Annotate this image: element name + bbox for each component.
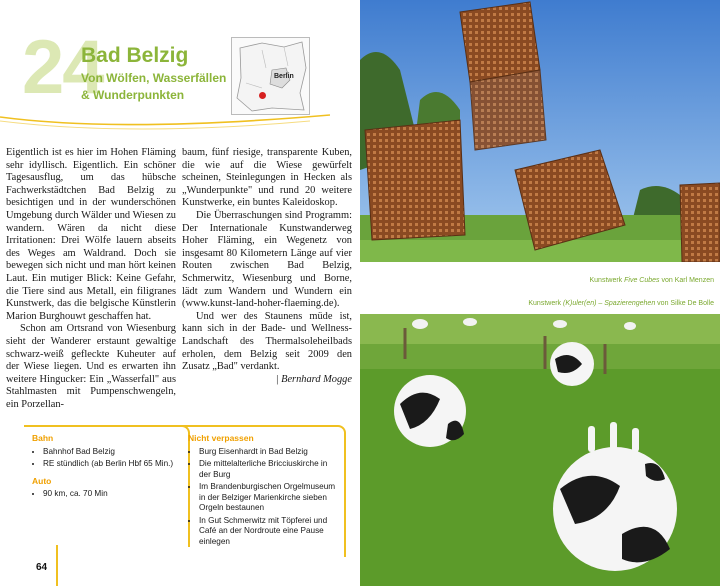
caption-artwork-title: Five Cubes — [624, 277, 660, 284]
caption-text: von Silke De Bolle — [655, 300, 714, 307]
list-item: • Bahnhof Bad Belzig — [43, 447, 180, 458]
right-page — [360, 0, 720, 586]
list-item: • 90 km, ca. 70 Min — [43, 489, 180, 500]
footer-rule — [56, 545, 58, 586]
photo-five-cubes — [360, 0, 720, 273]
location-map — [231, 37, 310, 115]
paragraph: Eigentlich ist es hier im Hohen Fläming sehr idyllisch. Eigentlich. Ein schöner Tagesausflug, um das hübsche Fachwerkstädtchen Bad Belzig zu besichtigen und in der wunderschönen Umgebung durch Wälder und Wiesen zu wandern. Wären da nicht diese Irritationen: Drei Wölfe lauern abseits des Weges am Waldrand. Doch sie bewegen sich nicht und man hört keinen Laut. Ein mutiger Blick: Keine Gefahr, die Tiere sind aus Metall, ein filigranes Kunstwerk, das die belgische Künstlerin Marion Burghouwt geschaffen hat. — [6, 147, 176, 322]
photo-cow-balls — [360, 314, 720, 586]
paragraph: baum, fünf riesige, transparente Kuben, die wie auf die Wiese gewürfelt scheinen, Steinlegungen in Hecken als „Wunderpunkte" und rund 20 weitere Kunstwerke, ein buntes Kaleidoskop. — [182, 147, 352, 209]
list-item: • Im Brandenburgischen Orgelmuseum in der Belziger Marienkirche sieben Orgeln bestaunen — [199, 482, 336, 514]
location-marker-icon — [259, 92, 266, 99]
paragraph: Schon am Ortsrand von Wiesenburg sieht der Wanderer erstaunt gewaltige schwarz-weiß gefleckte Kuheuter auf der Wiese liegen. Und es erwarten ihn weitere Hingucker: Ein „Wasserfall" aus Stahlmasten mit Pumpenschwengeln, ein Porzellan- — [6, 323, 176, 410]
map-label-berlin: Berlin — [274, 73, 294, 80]
page-number: 64 — [36, 562, 48, 573]
highlights-heading: Nicht verpassen — [188, 433, 254, 443]
paragraph: Und wer des Staunens müde ist, kann sich in der Bade- und Wellness-Landschaft des Thermalsoleheilbads erholen, dem Belzig seit 2009 den Zusatz „Bad" verdankt. — [182, 310, 352, 373]
author-credit: | Bernhard Mogge — [275, 373, 352, 385]
map-outline-icon — [232, 38, 309, 114]
caption-text: Kunstwerk — [528, 300, 563, 307]
text-column-2 — [182, 147, 352, 386]
text-column-1 — [6, 147, 176, 411]
photo-caption-2 — [528, 300, 714, 307]
page-subtitle: Von Wölfen, Wasserfällen & Wunderpunkten — [81, 71, 227, 102]
caption-text: von Karl Menzen — [659, 277, 714, 284]
list-item: • RE stündlich (ab Berlin Hbf 65 Min.) — [43, 459, 180, 470]
tour-number: 24 — [22, 25, 103, 110]
highlights-box — [180, 425, 346, 557]
auto-heading: Auto — [32, 475, 52, 486]
decorative-swoosh — [0, 105, 330, 135]
page-title: Bad Belzig — [81, 44, 189, 67]
paragraph: Die Überraschungen sind Programm: Der Internationale Kunstwanderweg Hoher Fläming, ein Wegenetz von insgesamt 80 Kilometern Länge auf vier Routen zwischen Bad Belzig, Schmerwitz, Wiesenburg und Borne, lädt zum Wandern und Wundern ein (www.kunst-land-hoher-flaeming.de). — [182, 209, 352, 310]
caption-text: Kunstwerk — [589, 277, 625, 284]
list-item: • Burg Eisenhardt in Bad Belzig — [199, 447, 336, 458]
photo-caption-1 — [589, 277, 714, 284]
bahn-heading: Bahn — [32, 433, 54, 443]
travel-info-box — [24, 425, 190, 547]
list-item: • Die mittelalterliche Bricciuskirche in der Burg — [199, 459, 336, 480]
caption-artwork-title: (K)uler(en) – Spazierengehen — [563, 300, 656, 307]
list-item: • In Gut Schmerwitz mit Töpferei und Café an der Nordroute eine Pause einlegen — [199, 516, 336, 548]
